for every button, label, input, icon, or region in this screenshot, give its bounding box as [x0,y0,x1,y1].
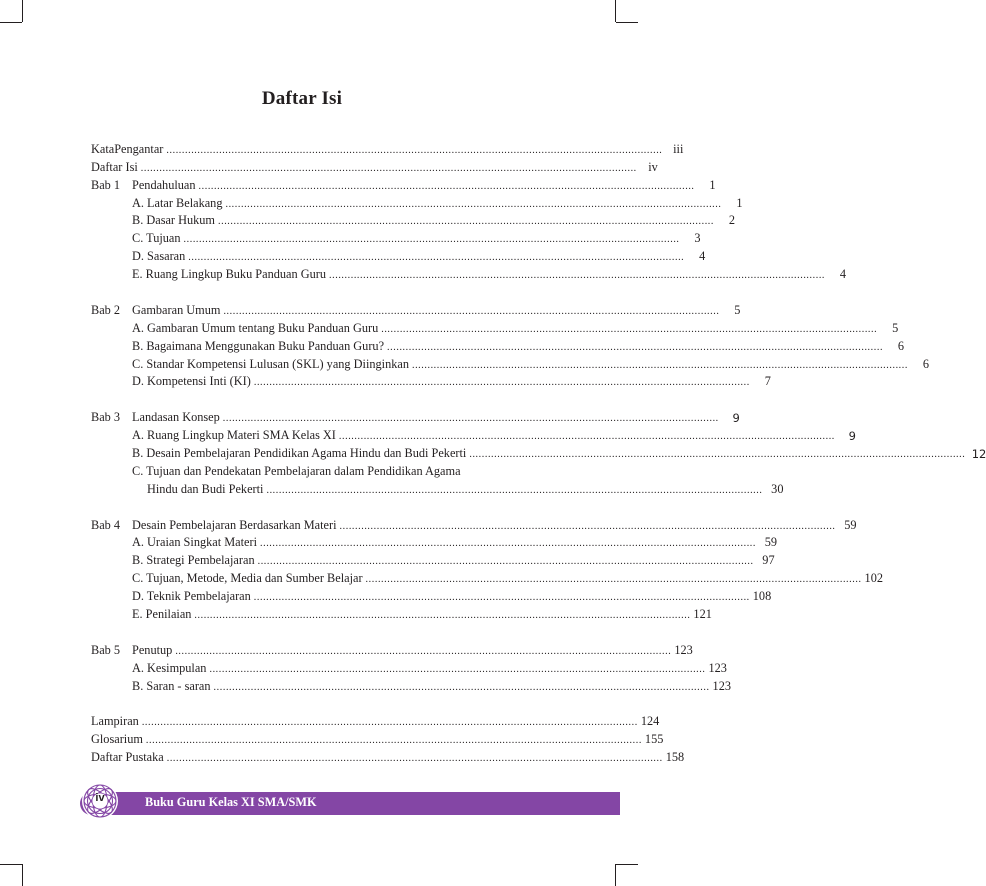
toc-dot-leader: ................................................................................................................................................................ [198,180,695,192]
toc-row [91,336,905,354]
toc-dot-leader: ................................................................................................................................................................ [166,144,663,156]
toc-entry-label: Pendahuluan [132,177,196,192]
toc-page-number: 12 [971,447,986,462]
toc-dot-leader: ................................................................................................................................................................ [140,162,637,174]
toc-entry-label: Lampiran [91,714,139,729]
toc-entry-label: B. Saran - saran [132,678,211,693]
toc-page-number: 6 [922,356,929,371]
page-title: Daftar Isi [261,88,343,109]
toc-row [91,676,731,694]
toc-dot-leader: ................................................................................................................................................................ [225,198,722,210]
toc-chapter-number: Bab 2 [91,302,121,317]
toc-dot-leader: ................................................................................................................................................................ [145,735,642,747]
toc-dot-leader: ................................................................................................................................................................ [188,252,685,264]
toc-page-number: 124 [640,714,660,729]
toc-row [91,747,685,765]
toc-page-number: 3 [694,231,701,246]
toc-chapter-number: Bab 4 [91,517,121,532]
footer-book-title: Buku Guru Kelas XI SMA/SMK [145,795,317,809]
toc-entry-label: KataPengantar [91,141,164,156]
toc-entry-label: C. Tujuan dan Pendekatan Pembelajaran dalam Pendidikan Agama [132,463,461,478]
toc-page-number: 5 [734,302,741,317]
toc-gap [91,389,528,407]
toc-row [91,550,775,568]
toc-row [91,533,777,551]
toc-page-number: 108 [752,589,772,604]
crop-mark [0,22,22,23]
toc-entry-label: A. Kesimpulan [132,660,207,675]
toc-page-number: 2 [728,213,735,228]
toc-page-number: iv [648,159,658,174]
toc-row [91,407,740,426]
toc-chapter-number: Bab 3 [91,410,121,425]
toc-entry-label: D. Teknik Pembelajaran [132,589,251,604]
toc-dot-leader: ................................................................................................................................................................ [469,449,966,461]
toc-dot-leader: ................................................................................................................................................................ [194,610,691,622]
toc-page-number: 123 [674,642,693,657]
crop-mark [615,0,616,22]
toc-page-number: 123 [712,678,731,693]
toc-row [91,193,743,211]
crop-mark [616,22,638,23]
toc-row [91,640,693,658]
crop-mark [615,864,616,886]
toc-dot-leader: ................................................................................................................................................................ [223,305,720,317]
crop-mark [22,0,23,22]
crop-mark [0,864,22,865]
toc-entry-label: Gambaran Umum [132,302,221,317]
toc-entry-label: E. Penilaian [132,607,192,622]
toc-dot-leader: ................................................................................................................................................................ [222,413,719,425]
toc-dot-leader: ................................................................................................................................................................ [183,234,680,246]
toc-row [91,318,899,336]
toc-row [91,175,716,193]
toc-entry-label: Desain Pembelajaran Berdasarkan Materi [132,517,337,532]
toc-page-number: 4 [839,267,847,282]
toc-row [91,372,771,390]
toc-page-number: 4 [699,249,706,264]
toc-page-number: 1 [736,195,743,210]
toc-row [91,604,712,622]
toc-dot-leader: ................................................................................................................................................................ [260,538,756,550]
toc-gap [91,282,528,300]
toc-row [91,354,929,372]
toc-dot-leader: ................................................................................................................................................................ [213,681,710,693]
toc-gap [91,497,528,515]
toc-page-number: 102 [864,571,883,586]
toc-page-number: 158 [665,750,685,765]
toc-dot-leader: ................................................................................................................................................................ [329,270,826,282]
toc-entry-label: D. Kompetensi Inti (KI) [132,374,251,389]
toc-entry-label: Daftar Pustaka [91,750,164,765]
toc-dot-leader: ................................................................................................................................................................ [253,377,750,389]
toc-dot-leader: ................................................................................................................................................................ [141,717,638,729]
toc-row [91,729,664,747]
toc-entry-label: A. Gambaran Umum tentang Buku Panduan Guru [132,320,379,335]
toc-dot-leader: ................................................................................................................................................................ [175,645,672,657]
toc-page-number: 9 [848,429,856,444]
toc-dot-leader: ................................................................................................................................................................ [166,753,663,765]
toc-dot-leader: ................................................................................................................................................................ [209,663,706,675]
toc-entry-label: D. Sasaran [132,249,186,264]
toc-entry-label: A. Ruang Lingkup Materi SMA Kelas XI [132,428,336,443]
toc-page-number: 5 [892,320,899,335]
toc-row [91,586,772,604]
toc-dot-leader: ................................................................................................................................................................ [411,359,908,371]
toc-entry-label: A. Latar Belakang [132,195,223,210]
page-number: iv [95,792,105,804]
toc-row [91,658,727,676]
toc-entry-label: Hindu dan Budi Pekerti [147,481,264,496]
crop-mark [22,864,23,886]
toc-entry-label: C. Standar Kompetensi Lulusan (SKL) yang Diinginkan [132,356,409,371]
toc-entry-label: B. Strategi Pembelajaran [132,553,255,568]
toc-entry-label: C. Tujuan, Metode, Media dan Sumber Belajar [132,571,363,586]
toc-page-number: 9 [732,411,740,426]
toc-gap [91,622,528,640]
toc-chapter-number: Bab 5 [91,642,121,657]
toc-row [91,246,706,264]
toc-page-number: 97 [762,553,775,568]
toc-dot-leader: ................................................................................................................................................................ [381,323,878,335]
toc-dot-leader: ................................................................................................................................................................ [253,592,750,604]
toc-dot-leader: ................................................................................................................................................................ [266,484,763,496]
toc-page-number: 7 [764,374,771,389]
toc-row [91,515,857,533]
toc-page-number: 123 [708,660,727,675]
crop-mark [616,864,638,865]
toc-row [91,264,847,282]
toc-row [91,228,701,246]
toc-entry-label: B. Bagaimana Menggunakan Buku Panduan Guru? [132,338,385,353]
toc-page-number: 1 [709,177,716,192]
toc-entry-label: Landasan Konsep [132,410,220,425]
toc-page-number: 59 [764,535,777,550]
toc-dot-leader: ................................................................................................................................................................ [339,520,836,532]
toc-row [91,479,784,497]
toc-page-number: 6 [897,338,905,353]
toc-chapter-number: Bab 1 [91,177,121,192]
toc-page-number: 30 [771,481,784,496]
toc-dot-leader: ................................................................................................................................................................ [338,431,835,443]
toc-row [91,568,883,586]
toc-entry-label: A. Uraian Singkat Materi [132,535,257,550]
toc-entry-label: Daftar Isi [91,159,138,174]
toc-entry-label: B. Dasar Hukum [132,213,215,228]
toc-entry-label: B. Desain Pembelajaran Pendidikan Agama Hindu dan Budi Pekerti [132,446,467,461]
page-number-badge [80,781,120,821]
toc-row [91,712,660,730]
toc-row [91,300,741,318]
toc-gap [91,694,528,712]
toc-page-number: 155 [644,732,664,747]
toc-dot-leader: ................................................................................................................................................................ [387,341,884,353]
toc-row [91,443,986,462]
toc-entry-label: E. Ruang Lingkup Buku Panduan Guru [132,267,327,282]
toc-entry-label: C. Tujuan [132,231,181,246]
toc-row [91,157,658,175]
toc-dot-leader: ................................................................................................................................................................ [257,556,754,568]
toc-entry-label: Glosarium [91,732,143,747]
toc-page-number: iii [673,141,684,156]
toc-page-number: 121 [693,607,712,622]
toc-row [91,461,528,479]
toc-dot-leader: ................................................................................................................................................................ [365,574,862,586]
toc-row [91,211,735,229]
toc-row [91,425,856,444]
table-of-contents [91,139,986,765]
toc-row [91,139,684,157]
toc-entry-label: Penutup [132,642,173,657]
toc-page-number: 59 [844,517,857,532]
toc-dot-leader: ................................................................................................................................................................ [218,216,714,228]
